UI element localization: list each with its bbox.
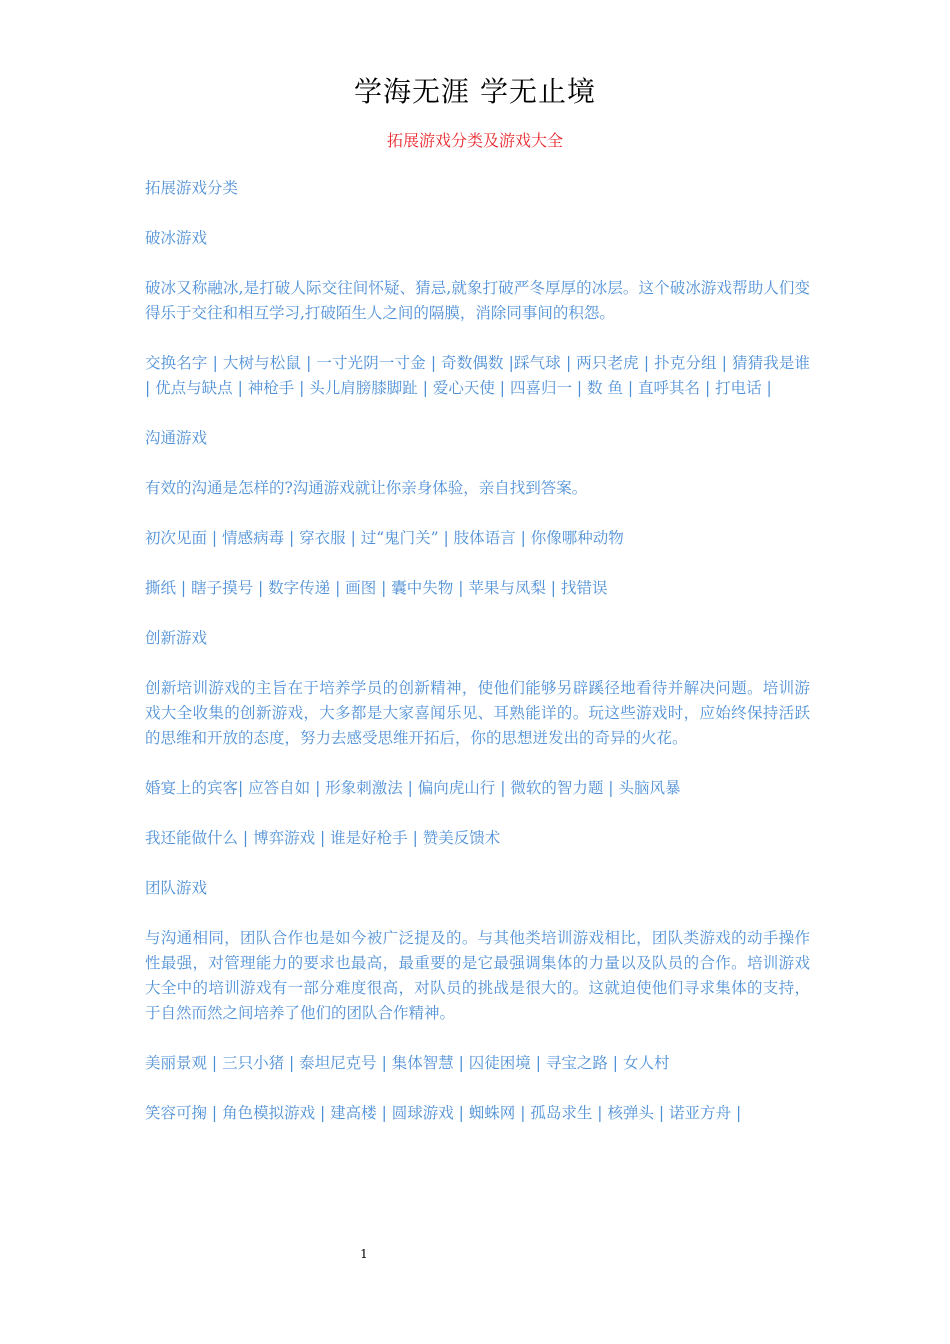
innovation-game-list-1: 婚宴上的宾客| 应答自如 | 形象刺激法 | 偏向虎山行 | 微软的智力题 | 头脑风暴: [145, 779, 681, 797]
section-heading-innovation: 创新游戏: [145, 629, 208, 647]
icebreaker-description: 破冰又称融冰,是打破人际交往间怀疑、猜忌,就象打破严冬厚厚的冰层。这个破冰游戏帮助人们变得乐于交往和相互学习,打破陌生人之间的隔膜，消除同事间的积怨。: [145, 279, 810, 322]
section-heading-communication: 沟通游戏: [145, 429, 208, 447]
innovation-description: 创新培训游戏的主旨在于培养学员的创新精神，使他们能够另辟蹊径地看待并解决问题。培训游戏大全收集的创新游戏，大多都是大家喜闻乐见、耳熟能详的。玩这些游戏时，应始终保持活跃的思维和开放的态度，努力去感受思维开拓后，你的思想迸发出的奇异的火花。: [145, 679, 810, 747]
innovation-game-list-2: 我还能做什么 | 博弈游戏 | 谁是好枪手 | 赞美反馈术: [145, 829, 501, 847]
team-description: 与沟通相同，团队合作也是如今被广泛提及的。与其他类培训游戏相比，团队类游戏的动手操作性最强，对管理能力的要求也最高，最重要的是它最强调集体的力量以及队员的合作。培训游戏大全中的培训游戏有一部分难度很高，对队员的挑战是很大的。这就迫使他们寻求集体的支持，于自然而然之间培养了他们的团队合作精神。: [145, 929, 810, 1022]
section-heading-icebreaker: 破冰游戏: [145, 229, 208, 247]
section-heading-classification: 拓展游戏分类: [145, 179, 239, 197]
icebreaker-game-list: 交换名字 | 大树与松鼠 | 一寸光阴一寸金 | 奇数偶数 |踩气球 | 两只老虎 | 扑克分组 | 猜猜我是谁 | 优点与缺点 | 神枪手 | 头儿肩膀膝脚趾 | 爱心天使 | 四喜归一 | 数 鱼 | 直呼其名 | 打电话 |: [145, 354, 810, 397]
communication-game-list-1: 初次见面 | 情感病毒 | 穿衣服 | 过“鬼门关” | 肢体语言 | 你像哪种动物: [145, 529, 624, 547]
document-subtitle: 拓展游戏分类及游戏大全: [386, 131, 563, 150]
communication-game-list-2: 撕纸 | 瞎子摸号 | 数字传递 | 画图 | 囊中失物 | 苹果与凤梨 | 找错误: [145, 579, 608, 597]
communication-description: 有效的沟通是怎样的?沟通游戏就让你亲身体验，亲自找到答案。: [145, 479, 588, 497]
document-body: [145, 176, 810, 1151]
page-title: 学海无涯 学无止境: [354, 75, 596, 108]
team-game-list-1: 美丽景观 | 三只小猪 | 泰坦尼克号 | 集体智慧 | 囚徒困境 | 寻宝之路 | 女人村: [145, 1054, 670, 1072]
team-game-list-2: 笑容可掬 | 角色模拟游戏 | 建高楼 | 圆球游戏 | 蜘蛛网 | 孤岛求生 | 核弹头 | 诺亚方舟 |: [145, 1104, 742, 1122]
section-heading-team: 团队游戏: [145, 879, 208, 897]
page-number: 1: [360, 1247, 368, 1261]
